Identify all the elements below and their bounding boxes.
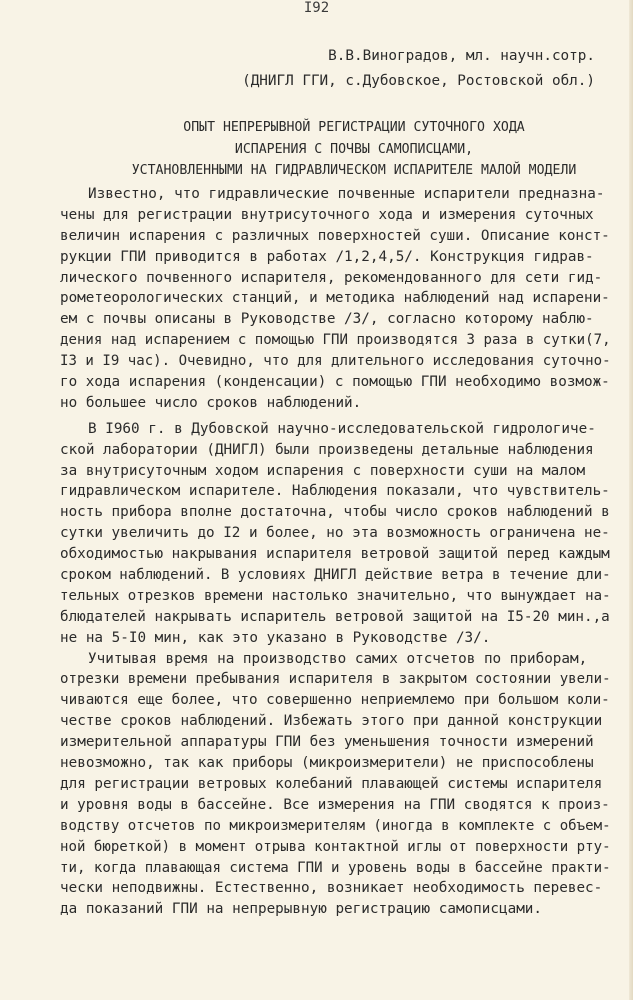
page-number: I92 [303, 0, 330, 16]
text-line: ти, когда плавающая система ГПИ и уровень воды в бассейне практи- [60, 859, 611, 876]
paragraph-1 [60, 184, 610, 414]
text-line: для регистрации ветровых колебаний плавающей системы испарителя [60, 775, 603, 792]
text-line: ской лаборатории (ДНИГЛ) были произведены детальные наблюдения [60, 441, 594, 458]
text-line: гидравлическом испарителе. Наблюдения показали, что чувствитель- [60, 483, 610, 500]
author-affiliation: (ДНИГЛ ГГИ, с.Дубовское, Ростовской обл.) [242, 73, 595, 89]
text-line: го хода испарения (конденсации) с помощью ГПИ необходимо возмож- [60, 374, 610, 391]
author-block [242, 44, 595, 94]
text-line: отрезки времени пребывания испарителя в закрытом состоянии увели- [60, 671, 611, 688]
text-line: I3 и I9 час). Очевидно, что для длительного исследования суточно- [60, 353, 611, 370]
title-line: ОПЫТ НЕПРЕРЫВНОЙ РЕГИСТРАЦИИ СУТОЧНОГО ХОДА [183, 120, 525, 135]
text-line: тельных отрезков времени настолько значительно, что вынуждает на- [60, 587, 611, 604]
text-line: ной бюреткой) в момент отрыва контактной иглы от поверхности рту- [60, 838, 611, 855]
text-line: честве сроков наблюдений. Избежать этого при данной конструкции [60, 713, 603, 730]
text-line: за внутрисуточным ходом испарения с поверхности суши на малом [60, 462, 586, 479]
text-line: ность прибора вполне достаточна, чтобы число сроков наблюдений в [60, 504, 610, 521]
text-line: обходимостью накрывания испарителя ветровой защитой перед каждым [60, 546, 610, 563]
text-line: и уровня воды в бассейне. Все измерения на ГПИ сводятся к произ- [60, 796, 610, 813]
article-title [104, 117, 604, 182]
text-line: водству отсчетов по микроизмерителям (иногда в комплекте с объем- [60, 817, 611, 834]
text-line: Известно, что гидравлические почвенные испарители предназна- [88, 186, 605, 202]
title-line: УСТАНОВЛЕННЫМИ НА ГИДРАВЛИЧЕСКОМ ИСПАРИТЕЛЕ МАЛОЙ МОДЕЛИ [131, 163, 577, 178]
paragraph-3 [60, 649, 610, 921]
text-line: но большее число сроков наблюдений. [60, 394, 362, 411]
text-line: невозможно, так как приборы (микроизмерители) не приспособлены [60, 755, 594, 772]
text-line: рукции ГПИ приводится в работах /1,2,4,5/. Конструкция гидрав- [60, 248, 594, 265]
author-name: В.В.Виноградов, мл. научн.сотр. [328, 48, 595, 64]
article-body [60, 184, 610, 920]
text-line: не на 5-I0 мин, как это указано в Руководстве /3/. [60, 629, 491, 646]
text-line: блюдателей накрывать испаритель ветровой защитой на I5-20 мин.,а [60, 608, 610, 625]
text-line: Учитывая время на производство самих отсчетов по приборам, [88, 650, 588, 667]
text-line: чиваются еще более, что совершенно неприемлемо при большом коли- [60, 692, 610, 709]
title-line: ИСПАРЕНИЯ С ПОЧВЫ САМОПИСЦАМИ, [234, 141, 474, 157]
text-line: ем с почвы описаны в Руководстве /3/, согласно которому наблю- [60, 311, 594, 328]
text-line: чены для регистрации внутрисуточного хода и измерения суточных [60, 206, 594, 223]
text-line: величин испарения с различных поверхностей суши. Описание конст- [60, 227, 610, 244]
text-line: да показаний ГПИ на непрерывную регистрацию самописцами. [60, 901, 543, 918]
text-line: чески неподвижны. Естественно, возникает необходимость перевес- [60, 880, 603, 897]
paragraph-2 [60, 419, 610, 649]
text-line: сроком наблюдений. В условиях ДНИГЛ действие ветра в течение дли- [60, 567, 611, 584]
text-line: рометеорологических станций, и методика наблюдений над испарени- [60, 290, 610, 307]
text-line: В I960 г. в Дубовской научно-исследовательской гидрологиче- [88, 420, 596, 437]
text-line: лического почвенного испарителя, рекомендованного для сети гид- [60, 269, 603, 286]
text-line: дения над испарением с помощью ГПИ производятся 3 раза в сутки(7, [60, 332, 611, 349]
scan-edge-shadow [629, 0, 633, 1000]
text-line: сутки увеличить до I2 и более, но эта возможность ограничена не- [60, 525, 610, 542]
text-line: измерительной аппаратуры ГПИ без уменьшения точности измерений [60, 734, 594, 751]
